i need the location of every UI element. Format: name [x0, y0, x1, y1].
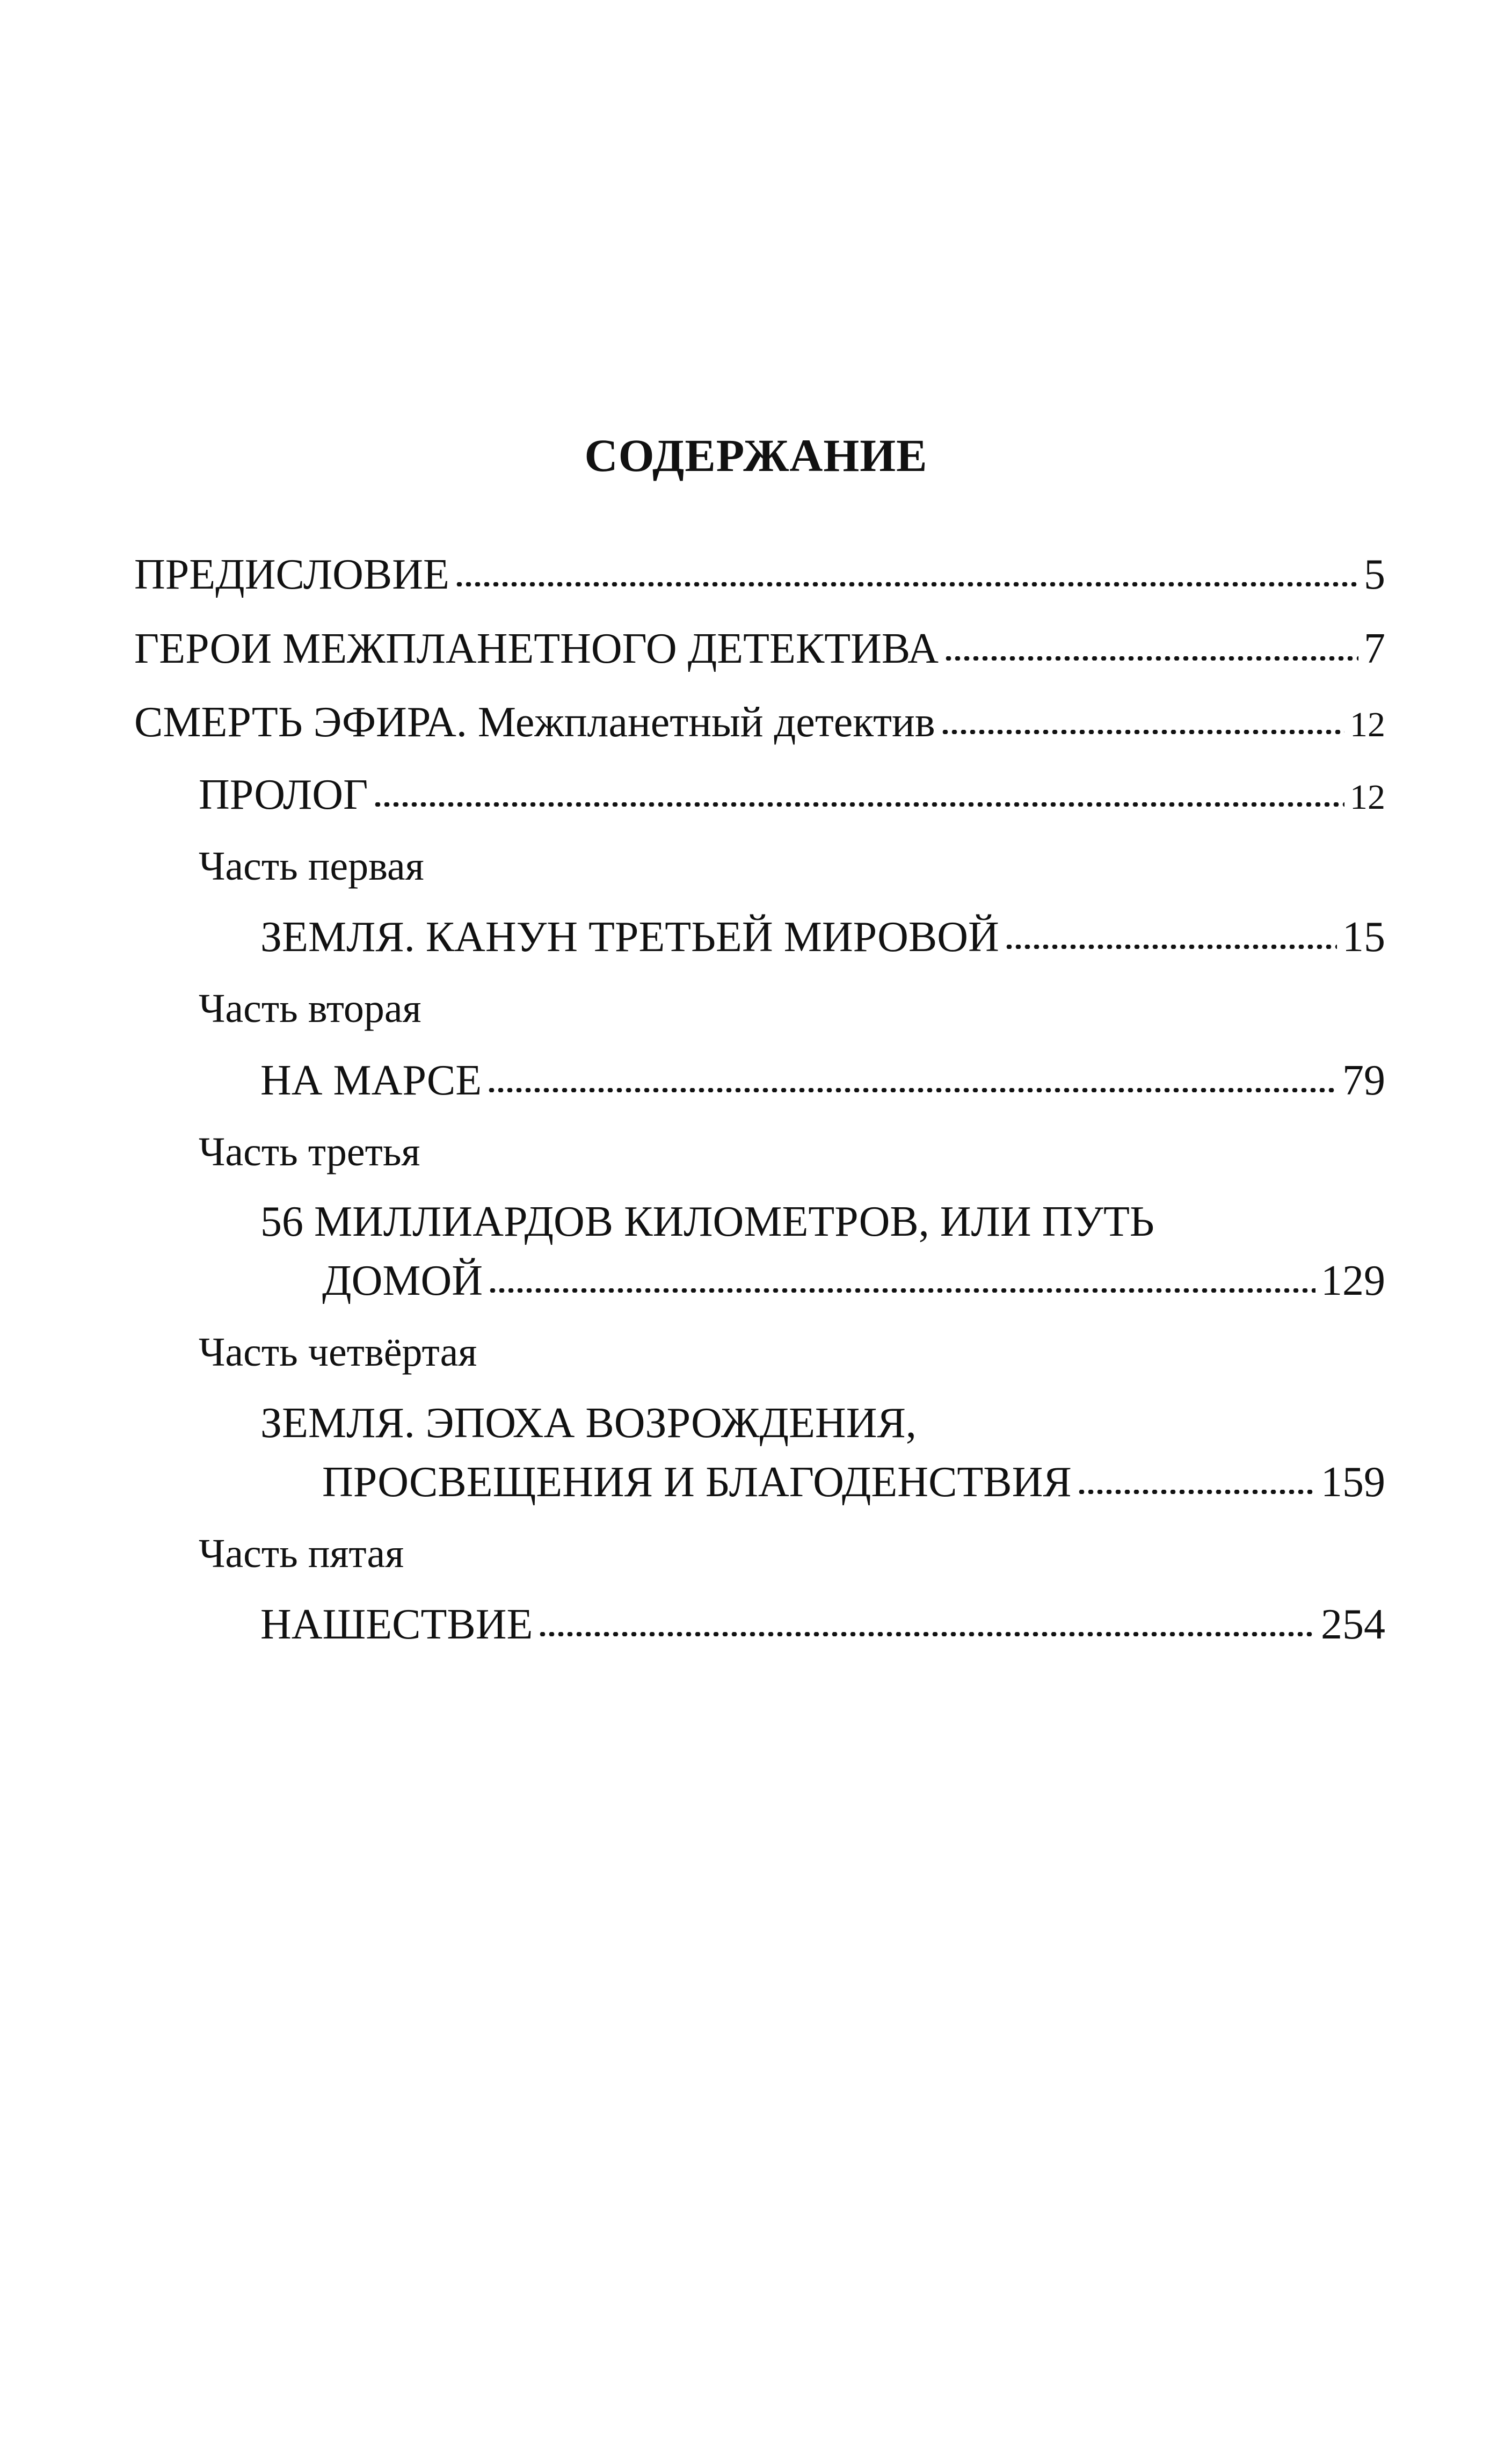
dot-leader	[488, 1288, 1315, 1293]
toc-entry-page: 15	[1342, 913, 1385, 961]
toc-entry-label: ПРОЛОГ	[199, 771, 368, 818]
dot-leader	[487, 1088, 1337, 1092]
toc-entry-part-5[interactable]	[260, 1603, 1385, 1646]
toc-entry-label: ДОМОЙ	[322, 1257, 483, 1304]
toc-entry-page: 7	[1364, 625, 1385, 672]
toc-entry-page: 79	[1342, 1057, 1385, 1104]
toc-entry-page: 12	[1350, 705, 1385, 744]
dot-leader	[1077, 1490, 1315, 1494]
dot-leader	[538, 1632, 1315, 1636]
toc-entry-prologue[interactable]	[199, 773, 1385, 816]
toc-entry-preface[interactable]	[134, 553, 1385, 596]
dot-leader	[373, 802, 1344, 807]
toc-title: СОДЕРЖАНИЕ	[584, 430, 928, 481]
toc-entry-label: ЗЕМЛЯ. КАНУН ТРЕТЬЕЙ МИРОВОЙ	[260, 913, 999, 961]
toc-entry-part-3[interactable]	[322, 1259, 1385, 1302]
part-heading-5: Часть пятая	[199, 1531, 404, 1576]
dot-leader	[1005, 945, 1337, 949]
toc-entry-page: 12	[1350, 778, 1385, 817]
toc-entry-label: ПРЕДИСЛОВИЕ	[134, 551, 449, 598]
toc-entry-part-4-line1[interactable]: ЗЕМЛЯ. ЭПОХА ВОЗРОЖДЕНИЯ,	[260, 1399, 917, 1447]
dot-leader	[941, 730, 1344, 734]
toc-entry-label: ГЕРОИ МЕЖПЛАНЕТНОГО ДЕТЕКТИВА	[134, 625, 939, 672]
toc-entry-label: ПРОСВЕЩЕНИЯ И БЛАГОДЕНСТВИЯ	[322, 1459, 1072, 1506]
part-heading-2: Часть вторая	[199, 986, 421, 1031]
toc-entry-death-of-ether[interactable]	[134, 701, 1385, 744]
toc-entry-page: 5	[1364, 551, 1385, 598]
toc-entry-page: 129	[1321, 1257, 1385, 1304]
part-heading-3: Часть третья	[199, 1129, 420, 1174]
toc-entry-label: СМЕРТЬ ЭФИРА. Межпланетный детектив	[134, 699, 935, 746]
toc-entry-part-2[interactable]	[260, 1059, 1385, 1102]
dot-leader	[455, 582, 1358, 586]
toc-entry-label: НАШЕСТВИЕ	[260, 1601, 533, 1648]
part-heading-4: Часть четвёртая	[199, 1330, 477, 1375]
part-heading-1: Часть первая	[199, 844, 424, 889]
toc-entry-part-3-line1[interactable]: 56 МИЛЛИАРДОВ КИЛОМЕТРОВ, ИЛИ ПУТЬ	[260, 1198, 1154, 1245]
toc-entry-page: 254	[1321, 1601, 1385, 1648]
toc-entry-heroes[interactable]	[134, 627, 1385, 670]
toc-entry-page: 159	[1321, 1459, 1385, 1506]
toc-entry-part-4[interactable]	[322, 1461, 1385, 1504]
toc-entry-part-1[interactable]	[260, 913, 1385, 961]
dot-leader	[944, 656, 1358, 661]
toc-entry-label: НА МАРСЕ	[260, 1057, 482, 1104]
